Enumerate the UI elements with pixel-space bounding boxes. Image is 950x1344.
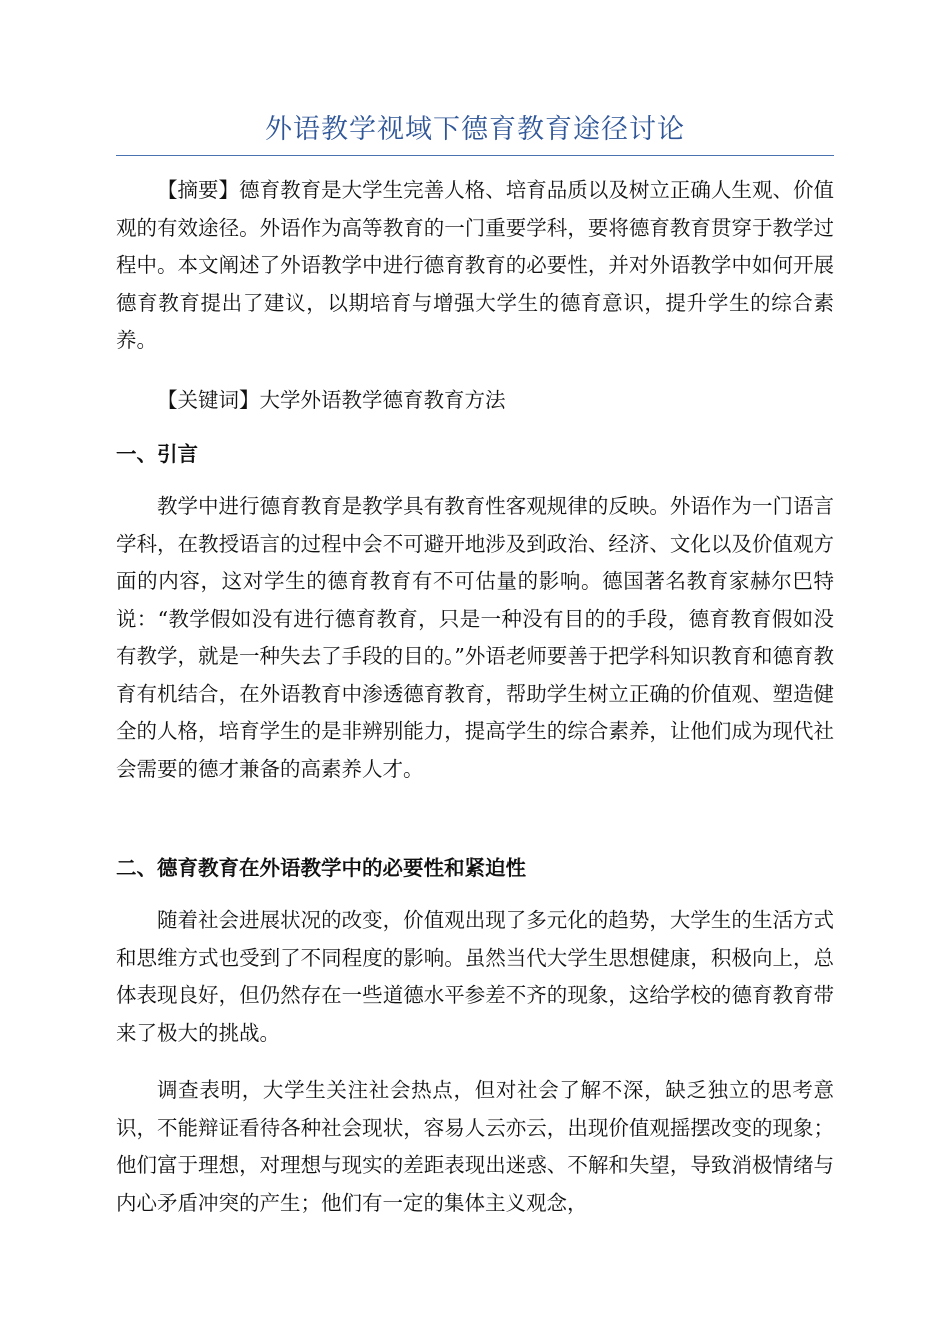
introduction-paragraph: 教学中进行德育教育是教学具有教育性客观规律的反映。外语作为一门语言学科，在教授语言的过程中会不可避开地涉及到政治、经济、文化以及价值观方面的内容，这对学生的德育教育有不可估量的影响。德国著名教育家赫尔巴特说：“教学假如没有进行德育教育，只是一种没有目的的手段，德育教育假如没有教学，就是一种失去了手段的目的。”外语老师要善于把学科知识教育和德育教育有机结合，在外语教育中渗透德育教育，帮助学生树立正确的价值观、塑造健全的人格，培育学生的是非辨别能力，提高学生的综合素养，让他们成为现代社会需要的德才兼备的高素养人才。 <box>116 494 834 781</box>
section-heading-necessity: 二、德育教育在外语教学中的必要性和紧迫性 <box>116 856 526 880</box>
title-underline <box>116 155 834 156</box>
necessity-paragraph-1: 随着社会进展状况的改变，价值观出现了多元化的趋势，大学生的生活方式和思维方式也受到了不同程度的影响。虽然当代大学生思想健康，积极向上，总体表现良好，但仍然存在一些道德水平参差不齐的现象，这给学校的德育教育带来了极大的挑战。 <box>116 908 834 1045</box>
keywords-line: 【关键词】大学外语教学德育教育方法 <box>157 388 506 412</box>
abstract-paragraph: 【摘要】德育教育是大学生完善人格、培育品质以及树立正确人生观、价值观的有效途径。外语作为高等教育的一门重要学科，要将德育教育贯穿于教学过程中。本文阐述了外语教学中进行德育教育的必要性，并对外语教学中如何开展德育教育提出了建议，以期培育与增强大学生的德育意识，提升学生的综合素养。 <box>116 178 834 352</box>
section-heading-introduction: 一、引言 <box>116 442 198 466</box>
necessity-paragraph-2: 调查表明，大学生关注社会热点，但对社会了解不深，缺乏独立的思考意识，不能辩证看待各种社会现状，容易人云亦云，出现价值观摇摆改变的现象；他们富于理想，对理想与现实的差距表现出迷惑、不解和失望，导致消极情绪与内心矛盾冲突的产生；他们有一定的集体主义观念， <box>116 1078 834 1215</box>
document-title: 外语教学视域下德育教育途径讨论 <box>265 114 685 145</box>
